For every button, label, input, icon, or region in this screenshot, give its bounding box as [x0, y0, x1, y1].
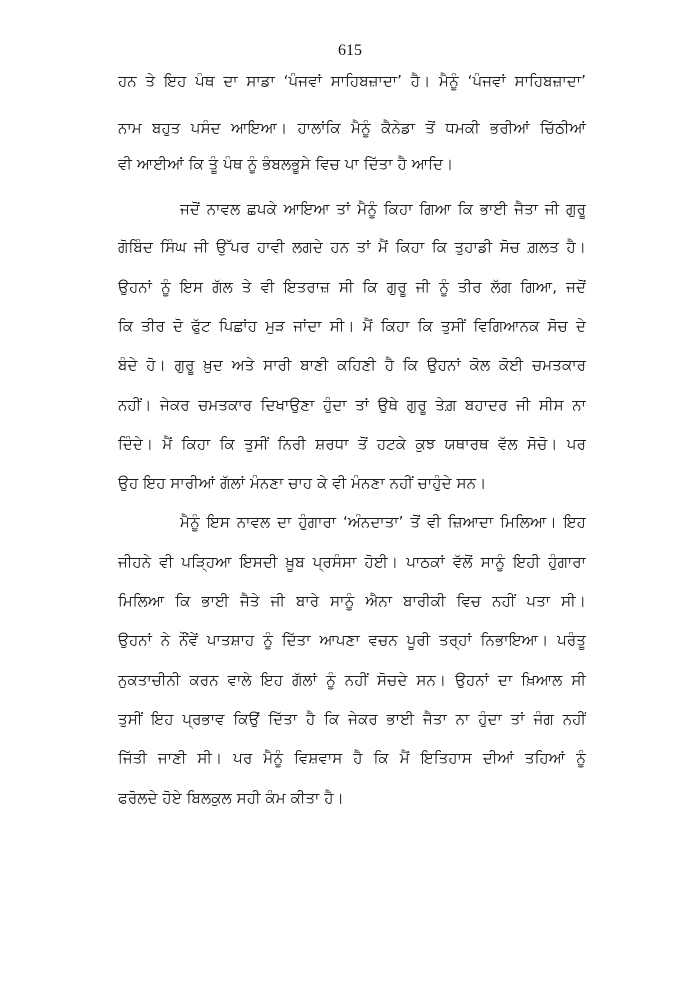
text-line: ਨਾਮ ਬਹੁਤ ਪਸੰਦ ਆਇਆ। ਹਾਲਾਂਕਿ ਮੈਨੂੰ ਕੈਨੇਡਾ ਤੋਂ ਧਮਕੀ ਭਰੀਆਂ ਚਿੱਠੀਆਂ	[118, 119, 586, 137]
text-line: ਮਿਲਿਆ ਕਿ ਭਾਈ ਜੈਤੇ ਜੀ ਬਾਰੇ ਸਾਨੂੰ ਐਨਾ ਬਾਰੀਕੀ ਵਿਚ ਨਹੀਂ ਪਤਾ ਸੀ।	[118, 592, 586, 610]
text-line: ਫਰੋਲਦੇ ਹੋਏ ਬਿਲਕੁਲ ਸਹੀ ਕੰਮ ਕੀਤਾ ਹੈ।	[118, 789, 344, 807]
text-line: ਦਿੰਦੇ। ਮੈਂ ਕਿਹਾ ਕਿ ਤੁਸੀਂ ਨਿਰੀ ਸ਼ਰਧਾ ਤੋਂ ਹਟਕੇ ਕੁਝ ਯਥਾਰਥ ਵੱਲ ਸੋਚੋ। ਪਰ	[118, 435, 586, 453]
text-line: ਜਿੱਤੀ ਜਾਣੀ ਸੀ। ਪਰ ਮੈਨੂੰ ਵਿਸ਼ਵਾਸ ਹੈ ਕਿ ਮੈਂ ਇਤਿਹਾਸ ਦੀਆਂ ਤਹਿਆਂ ਨੂੰ	[118, 749, 586, 767]
text-line: ਉਹਨਾਂ ਨੇ ਨੌਂਵੇਂ ਪਾਤਸ਼ਾਹ ਨੂੰ ਦਿੱਤਾ ਆਪਣਾ ਵਚਨ ਪੂਰੀ ਤਰ੍ਹਾਂ ਨਿਭਾਇਆ। ਪਰੰਤੂ	[118, 631, 586, 649]
text-line: ਉਹ ਇਹ ਸਾਰੀਆਂ ਗੱਲਾਂ ਮੰਨਣਾ ਚਾਹ ਕੇ ਵੀ ਮੰਨਣਾ ਨਹੀਂ ਚਾਹੁੰਦੇ ਸਨ।	[118, 474, 487, 492]
text-line: ਨਹੀਂ। ਜੇਕਰ ਚਮਤਕਾਰ ਦਿਖਾਉਣਾ ਹੁੰਦਾ ਤਾਂ ਉਥੇ ਗੁਰੂ ਤੇਗ਼ ਬਹਾਦਰ ਜੀ ਸੀਸ ਨਾ	[118, 396, 586, 414]
text-line: ਤੁਸੀਂ ਇਹ ਪ੍ਰਭਾਵ ਕਿਉਂ ਦਿੱਤਾ ਹੈ ਕਿ ਜੇਕਰ ਭਾਈ ਜੈਤਾ ਨਾ ਹੁੰਦਾ ਤਾਂ ਜੰਗ ਨਹੀਂ	[118, 710, 586, 728]
text-line: ਵੀ ਆਈਆਂ ਕਿ ਤੂੰ ਪੰਥ ਨੂੰ ਭੰਬਲਭੂਸੇ ਵਿਚ ਪਾ ਦਿੱਤਾ ਹੈ ਆਦਿ।	[118, 155, 454, 173]
page-number: 615	[338, 42, 362, 59]
text-line: ਮੈਨੂੰ ਇਸ ਨਾਵਲ ਦਾ ਹੁੰਗਾਰਾ ‘ਅੰਨਦਾਤਾ’ ਤੋਂ ਵੀ ਜ਼ਿਆਦਾ ਮਿਲਿਆ। ਇਹ	[180, 513, 586, 531]
text-line: ਨੁਕਤਾਚੀਨੀ ਕਰਨ ਵਾਲੇ ਇਹ ਗੱਲਾਂ ਨੂੰ ਨਹੀਂ ਸੋਚਦੇ ਸਨ। ਉਹਨਾਂ ਦਾ ਖ਼ਿਆਲ ਸੀ	[118, 671, 586, 689]
text-line: ਜਦੋਂ ਨਾਵਲ ਛਪਕੇ ਆਇਆ ਤਾਂ ਮੈਨੂੰ ਕਿਹਾ ਗਿਆ ਕਿ ਭਾਈ ਜੈਤਾ ਜੀ ਗੁਰੂ	[180, 200, 586, 218]
text-line: ਜੀਹਨੇ ਵੀ ਪੜ੍ਹਿਆ ਇਸਦੀ ਖ਼ੂਬ ਪ੍ਰਸੰਸਾ ਹੋਈ। ਪਾਠਕਾਂ ਵੱਲੋਂ ਸਾਨੂੰ ਇਹੀ ਹੁੰਗਾਰਾ	[118, 553, 586, 571]
text-line: ਕਿ ਤੀਰ ਦੋ ਫੁੱਟ ਪਿਛਾਂਹ ਮੁੜ ਜਾਂਦਾ ਸੀ। ਮੈਂ ਕਿਹਾ ਕਿ ਤੁਸੀਂ ਵਿਗਿਆਨਕ ਸੋਚ ਦੇ	[118, 317, 586, 335]
text-line: ਉਹਨਾਂ ਨੂੰ ਇਸ ਗੱਲ ਤੇ ਵੀ ਇਤਰਾਜ਼ ਸੀ ਕਿ ਗੁਰੂ ਜੀ ਨੂੰ ਤੀਰ ਲੱਗ ਗਿਆ, ਜਦੋਂ	[118, 278, 586, 296]
text-line: ਹਨ ਤੇ ਇਹ ਪੰਥ ਦਾ ਸਾਡਾ ‘ਪੰਜਵਾਂ ਸਾਹਿਬਜ਼ਾਦਾ’ ਹੈ। ਮੈਨੂੰ ‘ਪੰਜਵਾਂ ਸਾਹਿਬਜ਼ਾਦਾ’	[118, 72, 586, 90]
text-line: ਬੰਦੇ ਹੋ। ਗੁਰੂ ਖ਼ੁਦ ਅਤੇ ਸਾਰੀ ਬਾਣੀ ਕਹਿਣੀ ਹੈ ਕਿ ਉਹਨਾਂ ਕੋਲ ਕੋਈ ਚਮਤਕਾਰ	[118, 356, 586, 374]
text-line: ਗੋਬਿੰਦ ਸਿੰਘ ਜੀ ਉੱਪਰ ਹਾਵੀ ਲਗਦੇ ਹਨ ਤਾਂ ਮੈਂ ਕਿਹਾ ਕਿ ਤੁਹਾਡੀ ਸੋਚ ਗ਼ਲਤ ਹੈ।	[118, 238, 586, 256]
